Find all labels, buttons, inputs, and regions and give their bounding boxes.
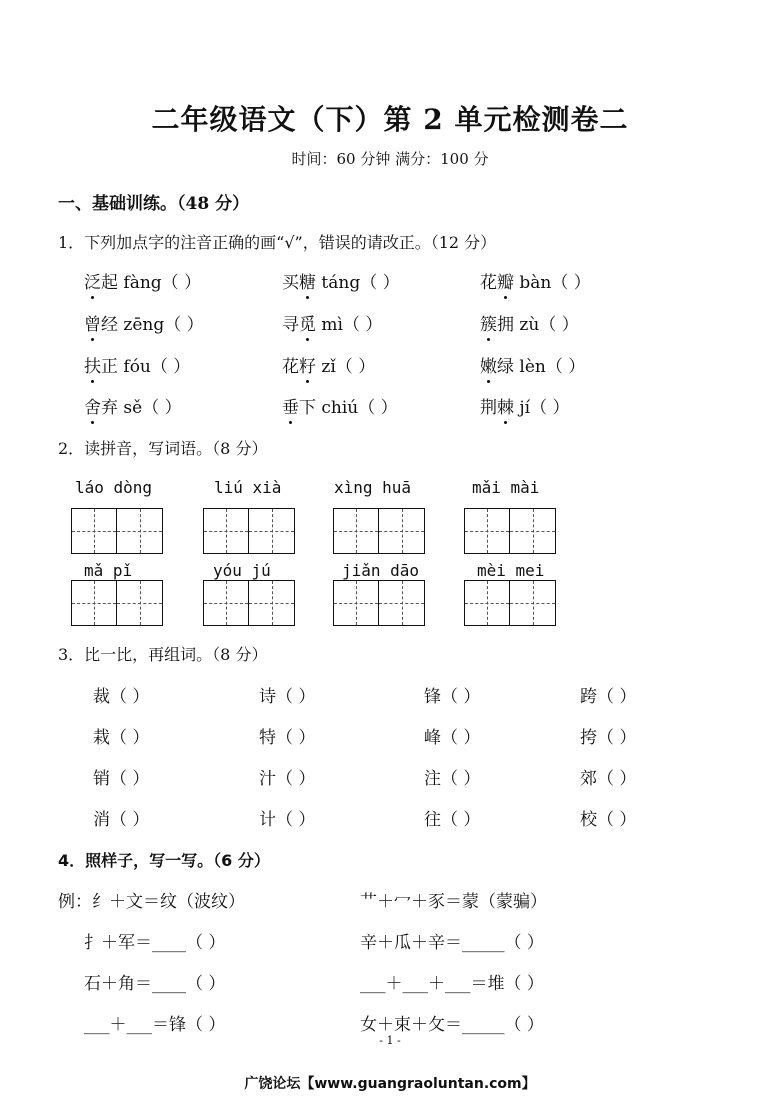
pinyin-check-item[interactable] (480, 352, 585, 377)
item-text: 下 chiú（ ） (299, 398, 398, 418)
item-text: mì（ ） (316, 315, 383, 335)
question-1-prompt: 1．下列加点字的注音正确的画“√”，错误的请改正。（12 分） (58, 233, 497, 252)
question-3-prompt: 3．比一比，再组词。（8 分） (58, 645, 268, 664)
writing-grid[interactable] (464, 580, 556, 626)
pinyin-check-item[interactable] (282, 393, 398, 418)
compare-word-item[interactable]: 校（ ） (580, 810, 637, 830)
compare-word-item[interactable]: 峰（ ） (424, 728, 481, 748)
compare-word-item[interactable]: 汁（ ） (259, 769, 316, 789)
pinyin-check-item[interactable] (480, 393, 570, 418)
pinyin-label: liú xià (214, 478, 282, 497)
site-footer: 广饶论坛【www.guangraoluntan.com】 (244, 1076, 536, 1092)
compare-word-item[interactable]: 锋（ ） (424, 687, 481, 707)
pinyin-check-item[interactable] (84, 268, 201, 293)
example-line: 艹＋冖＋豕＝蒙（蒙骗） (360, 892, 547, 912)
pinyin-label: mèi mei (477, 561, 545, 580)
compare-word-item[interactable]: 挎（ ） (580, 728, 637, 748)
section-heading: 一、基础训练。（48 分） (58, 194, 250, 214)
compare-word-item[interactable]: 诗（ ） (259, 687, 316, 707)
compare-word-item[interactable]: 往（ ） (424, 810, 481, 830)
item-text: 弃 sě（ ） (101, 398, 182, 418)
pinyin-check-item[interactable] (84, 310, 204, 335)
writing-grid[interactable] (333, 508, 425, 554)
pinyin-check-item[interactable] (480, 310, 579, 335)
example-line: 例：纟＋文＝纹（波纹） (58, 892, 245, 912)
dotted-character: 扶 (84, 352, 101, 377)
compare-word-item[interactable]: 特（ ） (259, 728, 316, 748)
compose-item[interactable]: ___＋___＝锋（ ） (84, 1015, 226, 1035)
dotted-character: 舍 (84, 393, 101, 418)
exam-info: 时间：60 分钟 满分：100 分 (291, 150, 489, 168)
pinyin-label: jiǎn dāo (342, 561, 420, 580)
item-text: táng（ ） (316, 273, 400, 293)
dotted-character: 嫩 (480, 352, 497, 377)
item-text: zǐ（ ） (316, 357, 376, 377)
compose-item[interactable]: ___＋___＋___＝堆（ ） (360, 974, 544, 994)
question-2-prompt: 2．读拼音，写词语。（8 分） (58, 439, 268, 458)
dotted-character: 簇 (480, 310, 497, 335)
compare-word-item[interactable]: 计（ ） (259, 810, 316, 830)
compare-word-item[interactable]: 销（ ） (93, 769, 150, 789)
pinyin-check-item[interactable] (282, 352, 375, 377)
dotted-character: 觅 (299, 310, 316, 335)
item-text: 经 zēng（ ） (101, 315, 204, 335)
pinyin-label: láo dòng (75, 478, 153, 497)
dotted-character: 瓣 (497, 268, 514, 293)
dotted-character: 籽 (299, 352, 316, 377)
pinyin-check-item[interactable] (84, 352, 190, 377)
pinyin-label: mǎi mài (472, 478, 540, 497)
dotted-character: 垂 (282, 393, 299, 418)
pinyin-label: yóu jú (213, 561, 271, 580)
pinyin-label: xìng huā (334, 478, 412, 497)
item-text: 买 (282, 273, 299, 293)
writing-grid[interactable] (71, 580, 163, 626)
writing-grid[interactable] (203, 580, 295, 626)
writing-grid[interactable] (71, 508, 163, 554)
item-text: 起 fàng（ ） (101, 273, 202, 293)
page-title: 二年级语文（下）第 2 单元检测卷二 (151, 103, 629, 136)
compose-item[interactable]: 石＋角＝____（ ） (84, 974, 226, 994)
compare-word-item[interactable]: 注（ ） (424, 769, 481, 789)
dotted-character: 棘 (497, 393, 514, 418)
pinyin-check-item[interactable] (282, 268, 400, 293)
item-text: 花 (480, 273, 497, 293)
compose-item[interactable]: 扌＋军＝____（ ） (84, 933, 226, 953)
compare-word-item[interactable]: 栽（ ） (93, 728, 150, 748)
pinyin-check-item[interactable] (282, 310, 382, 335)
writing-grid[interactable] (464, 508, 556, 554)
dotted-character: 糖 (299, 268, 316, 293)
item-text: 花 (282, 357, 299, 377)
pinyin-check-item[interactable] (84, 393, 182, 418)
compare-word-item[interactable]: 裁（ ） (93, 687, 150, 707)
item-text: jí（ ） (514, 398, 570, 418)
item-text: 寻 (282, 315, 299, 335)
compose-item[interactable]: 女＋束＋攵＝_____（ ） (360, 1015, 544, 1035)
item-text: 荆 (480, 398, 497, 418)
writing-grid[interactable] (333, 580, 425, 626)
pinyin-label: mǎ pǐ (84, 561, 133, 580)
item-text: 正 fóu（ ） (101, 357, 191, 377)
item-text: 绿 lèn（ ） (497, 357, 586, 377)
page-number: - 1 - (379, 1034, 401, 1047)
compare-word-item[interactable]: 消（ ） (93, 810, 150, 830)
item-text: 拥 zù（ ） (497, 315, 579, 335)
pinyin-check-item[interactable] (480, 268, 591, 293)
item-text: bàn（ ） (514, 273, 591, 293)
compare-word-item[interactable]: 郊（ ） (580, 769, 637, 789)
question-4-prompt: 4．照样子，写一写。（6 分） (58, 851, 270, 870)
compose-item[interactable]: 辛＋瓜＋辛＝_____（ ） (360, 933, 544, 953)
dotted-character: 泛 (84, 268, 101, 293)
writing-grid[interactable] (203, 508, 295, 554)
dotted-character: 曾 (84, 310, 101, 335)
compare-word-item[interactable]: 跨（ ） (580, 687, 637, 707)
